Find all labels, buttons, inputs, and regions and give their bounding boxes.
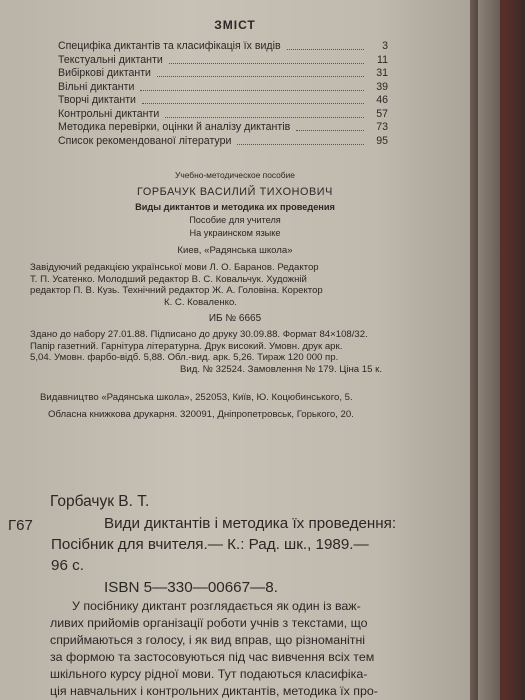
card-desc-line: Посібник для вчителя.— К.: Рад. шк., 1989.— bbox=[51, 536, 369, 553]
annotation-line: ливих прийомів організації роботи учнів з текстами, що bbox=[50, 616, 368, 630]
annotation-line: У посібнику диктант розглядається як один із важ- bbox=[72, 599, 361, 613]
print-line: Вид. № 32524. Замовлення № 179. Ціна 15 к. bbox=[180, 363, 383, 375]
toc-dot-leader bbox=[165, 117, 364, 118]
editors-line: редактор П. В. Кузь. Технічний редактор Ж. А. Головіна. Коректор bbox=[30, 285, 323, 297]
toc-item-page: 57 bbox=[376, 107, 388, 120]
card-desc-line: Види диктантів і методика їх проведення: bbox=[104, 515, 397, 532]
toc-item-page: 46 bbox=[376, 94, 388, 106]
toc-item-title: Вибіркові диктанти bbox=[58, 67, 151, 79]
table-of-contents bbox=[58, 40, 388, 148]
toc-item-page: 39 bbox=[376, 80, 388, 93]
russian-title: Виды диктантов и методика их проведения bbox=[135, 202, 335, 212]
toc-dot-leader bbox=[237, 144, 364, 145]
russian-subtitle: Пособие для учителя bbox=[189, 215, 281, 225]
ib-number: ИБ № 6665 bbox=[208, 313, 262, 324]
toc-item-title: Список рекомендованої літератури bbox=[58, 134, 232, 147]
publication-type: Учебно-методическое пособие bbox=[175, 170, 295, 180]
toc-item bbox=[58, 40, 388, 54]
toc-item bbox=[58, 54, 388, 68]
toc-item-title: Творчі диктанти bbox=[58, 94, 136, 106]
toc-item-title: Специфіка диктантів та класифікація їх видів bbox=[58, 40, 281, 52]
annotation-line: ція навчальних і контрольних диктантів, методика їх про- bbox=[50, 684, 378, 698]
toc-item bbox=[58, 94, 388, 108]
annotation-line: за формою та застосовуються під час вивчення всіх тем bbox=[50, 650, 375, 664]
contents-heading: ЗМІСТ bbox=[214, 18, 256, 32]
author-full-name: ГОРБАЧУК ВАСИЛИЙ ТИХОНОВИЧ bbox=[137, 186, 333, 198]
toc-dot-leader bbox=[169, 63, 364, 64]
toc-dot-leader bbox=[157, 76, 364, 77]
print-details-block bbox=[30, 329, 382, 375]
toc-dot-leader bbox=[142, 103, 364, 104]
publisher-city: Киев, «Радянська школа» bbox=[177, 245, 293, 256]
toc-dot-leader bbox=[296, 130, 364, 131]
annotation-line: шкільного курсу рідної мови. Тут подаються класифіка- bbox=[50, 667, 368, 681]
classification-code: Г67 bbox=[8, 517, 33, 534]
toc-item-title: Вільні диктанти bbox=[58, 80, 135, 93]
editors-block bbox=[30, 262, 323, 308]
toc-item-page: 31 bbox=[376, 67, 388, 79]
toc-dot-leader bbox=[287, 49, 364, 50]
publisher-line: Видавництво «Радянська школа», 252053, Київ, Ю. Коцюбинського, 5. bbox=[40, 392, 353, 403]
printer-line: Обласна книжкова друкарня. 320091, Дніпропетровськ, Горького, 20. bbox=[48, 409, 354, 420]
page-stack-edge bbox=[478, 0, 500, 700]
card-author: Горбачук В. Т. bbox=[50, 493, 150, 510]
card-desc-line: 96 с. bbox=[51, 557, 84, 574]
editors-line: Т. П. Усатенко. Молодший редактор В. С. Ковальчук. Художній bbox=[30, 273, 307, 285]
isbn: ISBN 5—330—00667—8. bbox=[104, 579, 278, 596]
toc-item bbox=[58, 121, 388, 135]
toc-dot-leader bbox=[140, 90, 364, 91]
print-line: Здано до набору 27.01.88. Підписано до друку 30.09.88. Формат 84×108/32. bbox=[30, 329, 368, 340]
print-line: 5,04. Умовн. фарбо-відб. 5,88. Обл.-вид. арк. 5,26. Тираж 120 000 пр. bbox=[30, 352, 339, 364]
toc-item-title: Контрольні диктанти bbox=[58, 107, 160, 120]
toc-item-page: 11 bbox=[377, 53, 388, 66]
toc-item-page: 3 bbox=[382, 40, 388, 52]
editors-line: К. С. Коваленко. bbox=[164, 296, 237, 308]
toc-item bbox=[58, 81, 388, 95]
toc-item bbox=[58, 67, 388, 81]
annotation-line: сприймаються з голосу, і як вид вправ, що різноманітні bbox=[50, 633, 366, 647]
print-line: Папір газетний. Гарнітура літературна. Друк високий. Умовн. друк арк. bbox=[30, 340, 343, 352]
toc-item-page: 95 bbox=[376, 134, 388, 147]
editors-line: Завідуючий редакцією української мови Л. О. Баранов. Редактор bbox=[30, 262, 319, 273]
toc-item-page: 73 bbox=[376, 121, 388, 133]
toc-item-title: Методика перевірки, оцінки й аналізу диктантів bbox=[58, 121, 291, 133]
language-note: На украинском языке bbox=[189, 228, 281, 238]
toc-item bbox=[58, 108, 388, 122]
toc-item bbox=[58, 135, 388, 149]
toc-item-title: Текстуальні диктанти bbox=[58, 53, 163, 66]
